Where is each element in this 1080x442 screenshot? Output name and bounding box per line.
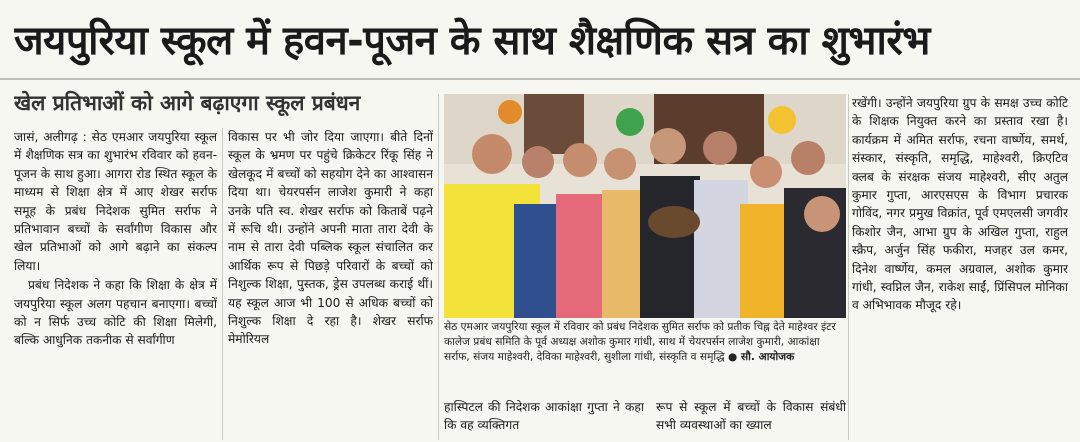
column-1 [14,128,217,440]
column-divider [438,94,439,440]
subheadline: खेल प्रतिभाओं को आगे बढ़ाएगा स्कूल प्रबंधन [14,91,361,115]
column-4 [444,398,644,442]
column-divider [222,128,223,440]
paragraph: हास्पिटल की निदेशक आकांक्षा गुप्ता ने कहा कि वह व्यक्तिगत [444,400,644,433]
paragraph: विकास पर भी जोर दिया जाएगा। बीते दिनों स्कूल के भ्रमण पर पहुंचे क्रिकेटर रिंकू सिंह ने खेलकूद में बच्चों को सहयोग देने का आश्वासन दिया था। चेयरपर्सन लाजेश कुमारी ने कहा उनके पति स्व. शेखर सर्राफ को किताबें पढ़ने में रूचि थी। उन्होंने अपनी माता तारा देवी के नाम से तारा देवी पब्लिक स्कूल संचालित कर आर्थिक रूप से पिछड़े परिवारों के बच्चों को निशुल्क शिक्षा, पुस्तक, ड्रेस उपलब्ध कराई थीं। यह स्कूल आज भी 100 से अधिक बच्चों को निशुल्क शिक्षा दे रहा है। शेखर सर्राफ मेमोरियल [228,130,433,347]
headline-rule [0,78,1080,80]
photo-credit: ● सौ. आयोजक [728,351,795,363]
photo-caption [444,320,846,394]
paragraph: प्रबंध निदेशक ने कहा कि शिक्षा के क्षेत्र में जयपुरिया स्कूल अलग पहचान बनाएगा। बच्चों को न सिर्फ उच्च कोटि की शिक्षा मिलेगी, बल्कि आधुनिक तकनीक से सर्वांगीण [14,278,217,348]
group-photo-illustration [444,94,846,318]
paragraph: रखेंगी। उन्होंने जयपुरिया ग्रुप के समक्ष उच्च कोटि के शिक्षक नियुक्त करने का प्रस्ताव रखा है। कार्यक्रम में अमित सर्राफ, रचना वार्ष्णेय, समर्थ, संस्कार, संस्कृति, समृद्धि, माहेश्वरी, क्रिएटिव क्लब के संरक्षक संजय माहेश्वरी, सीए अतुल कुमार गुप्ता, आरएसएस के विभाग प्रचारक गोविंद, नगर प्रमुख विक्रांत, पूर्व एमएलसी जगवीर किशोर जैन, आभा ग्रुप के अखिल गुप्ता, राहुल स्क्रैप, अर्जुन सिंह फकीरा, मजहर उल कमर, दिनेश वार्ष्णेय, कमल अग्रवाल, अशोक कुमार गांधी, स्वप्निल जैन, राकेश साईं, प्रिंसिपल मोनिका व अभिभावक मौजूद रहे। [852,96,1068,313]
paragraph: जासं, अलीगढ़ : सेठ एमआर जयपुरिया स्कूल में शैक्षणिक सत्र का शुभारंभ रविवार को हवन-पूजन के साथ हुआ। आगरा रोड स्थित स्कूल के माध्यम से शिक्षा क्षेत्र में आए शेखर सर्राफ समूह के प्रबंध निदेशक सुमित सर्राफ ने प्रतिभावान बच्चों के सर्वांगीण विकास और खेल प्रतिभाओं को आगे बढ़ाने का संकल्प लिया। [14,130,217,273]
column-divider [848,94,849,440]
column-3 [852,94,1068,440]
paragraph: रूप से स्कूल में बच्चों के विकास संबंधी सभी व्यवस्थाओं का ख्याल [656,400,846,433]
news-photo [444,94,846,318]
column-2 [228,128,433,440]
caption-text: सेठ एमआर जयपुरिया स्कूल में रविवार को प्रबंध निदेशक सुमित सर्राफ को प्रतीक चिह्न देते माहेश्वर इंटर कालेज प्रबंध समिति के पूर्व अध्यक्ष अशोक कुमार गांधी, साथ में चेयरपर्सन लाजेश कुमारी, आकांक्षा सर्राफ, संजय माहेश्वरी, देविका माहेश्वरी, सुशीला गांधी, संस्कृति व समृद्धि [444,321,836,363]
column-5 [656,398,846,442]
headline: जयपुरिया स्कूल में हवन-पूजन के साथ शैक्षणिक सत्र का शुभारंभ [14,18,930,64]
